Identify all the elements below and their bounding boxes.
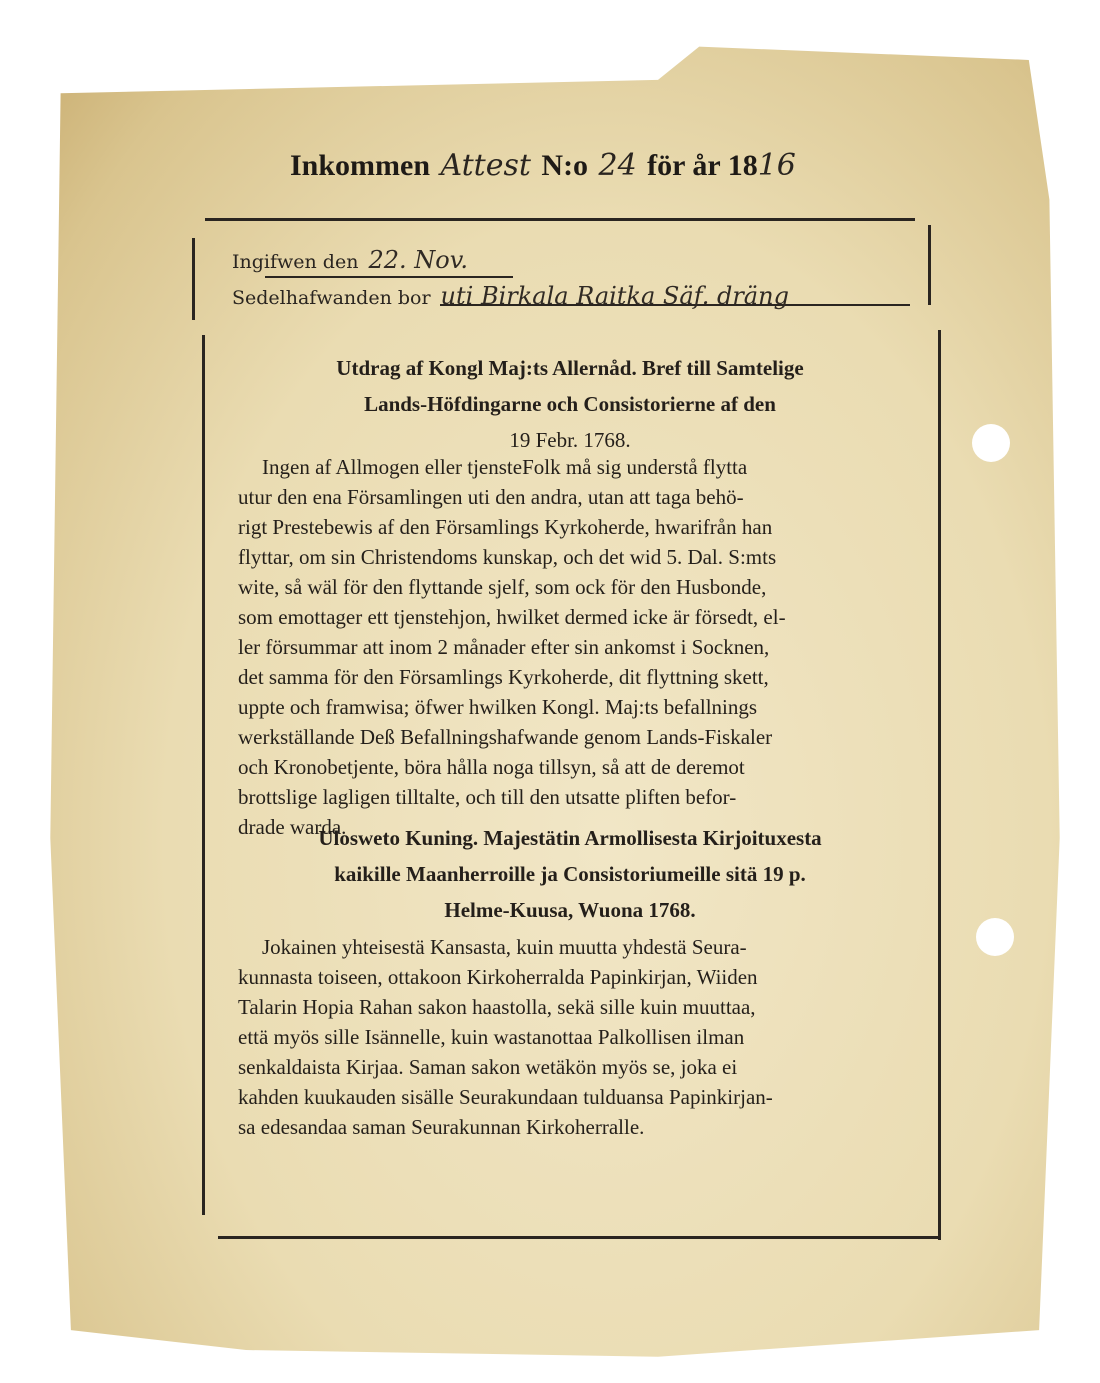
text-line: että myös sille Isännelle, kuin wastanottaa Palkollisen ilman <box>238 1025 745 1049</box>
text-line: wite, så wäl för den flyttande sjelf, som ock för den Husbonde, <box>238 575 767 599</box>
swedish-title <box>230 350 910 458</box>
text-line: och Kronobetjente, böra hålla noga tillsyn, så att de deremot <box>238 755 745 779</box>
heading-printed: N:o <box>541 149 589 182</box>
text-line: brottslige lagligen tilltalte, och till den utsatte pliften befor- <box>238 785 737 809</box>
text-line: uppte och framwisa; öfwer hwilken Kongl. Maj:ts befallnings <box>238 695 758 719</box>
title-line: Lands-Höfdingarne och Consistorierne af den <box>364 392 776 416</box>
text-line: utur den ena Församlingen uti den andra, utan att taga behö- <box>238 485 744 509</box>
text-line: Jokainen yhteisestä Kansasta, kuin muutta yhdestä Seura- <box>262 935 747 959</box>
title-line: kaikille Maanherroille ja Consistoriumeille sitä 19 p. <box>334 862 806 886</box>
sedelhafwanden-value: uti Birkala Raitka Säf. dräng <box>440 282 789 310</box>
ingifwen-label: Ingifwen den <box>232 251 359 273</box>
sedelhafwanden-field <box>232 282 789 310</box>
rule-line <box>938 330 941 1240</box>
text-line: Ingen af Allmogen eller tjensteFolk må sig understå flytta <box>262 455 748 479</box>
heading-printed: för år 18 <box>647 149 758 182</box>
title-line: Ulosweto Kuning. Majestätin Armollisesta Kirjoituxesta <box>318 826 822 850</box>
rule-line <box>202 335 205 1215</box>
text-line: sa edesandaa saman Seurakunnan Kirkoherralle. <box>238 1115 645 1139</box>
text-line: drade warda. <box>238 815 347 839</box>
text-line: som emottager ett tjenstehjon, hwilket dermed icke är försedt, el- <box>238 605 786 629</box>
text-line: det samma för den Församlings Kyrkoherde, dit flyttning skett, <box>238 665 769 689</box>
punch-hole <box>976 918 1014 956</box>
ingifwen-value: 22. Nov. <box>368 246 469 274</box>
text-line: rigt Prestebewis af den Församlings Kyrkoherde, hwarifrån han <box>238 515 773 539</box>
text-line: kahden kuukauden sisälle Seurakundaan tulduansa Papinkirjan- <box>238 1085 773 1109</box>
text-line: kunnasta toiseen, ottakoon Kirkoherralda Papinkirjan, Wiiden <box>238 965 758 989</box>
heading-printed: Inkommen <box>290 149 431 182</box>
title-line: Utdrag af Kongl Maj:ts Allernåd. Bref till Samtelige <box>336 356 804 380</box>
heading-handwritten: Attest <box>440 148 531 183</box>
rule-line <box>265 276 513 278</box>
rule-line <box>218 1236 940 1239</box>
heading-year: 16 <box>757 148 796 183</box>
sedelhafwanden-label: Sedelhafwanden bor <box>232 287 431 309</box>
title-line: Helme-Kuusa, Wuona 1768. <box>444 898 696 922</box>
text-line: senkaldaista Kirjaa. Saman sakon wetäkön myös se, joka ei <box>238 1055 738 1079</box>
swedish-body <box>238 452 928 842</box>
heading-number: 24 <box>598 148 637 183</box>
rule-line <box>928 225 931 305</box>
punch-hole <box>972 424 1010 462</box>
finnish-title <box>230 820 910 928</box>
ingifwen-field <box>232 246 468 274</box>
rule-line <box>192 238 195 320</box>
text-line: Talarin Hopia Rahan sakon haastolla, sekä sille kuin muuttaa, <box>238 995 756 1019</box>
document-heading <box>290 148 930 183</box>
finnish-body <box>238 932 928 1142</box>
text-line: werkställande Deß Befallningshafwande genom Lands-Fiskaler <box>238 725 773 749</box>
text-line: flyttar, om sin Christendoms kunskap, och det wid 5. Dal. S:mts <box>238 545 777 569</box>
title-line: 19 Febr. 1768. <box>509 428 631 452</box>
text-line: ler försummar att inom 2 månader efter sin ankomst i Socknen, <box>238 635 770 659</box>
rule-line <box>205 218 915 221</box>
